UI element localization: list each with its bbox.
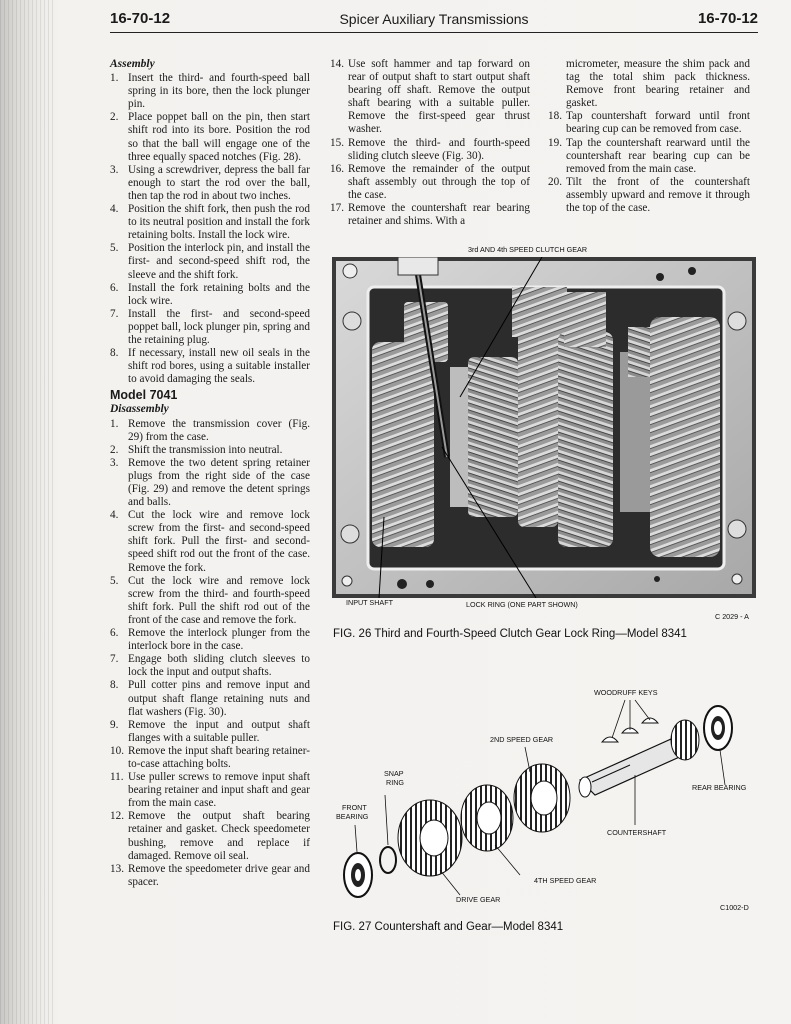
step-number: 1.: [110, 72, 119, 85]
fig27-label-snap: SNAP: [384, 769, 404, 778]
step-text: Pull cotter pins and remove input and output shaft flange retaining nuts and flat washers (Fig. 30).: [128, 679, 310, 718]
column-right: [548, 58, 750, 215]
step-number: 5.: [110, 242, 119, 255]
step-text: Use soft hammer and tap forward on rear of output shaft to start output shaft bearing off shaft. Remove the output shaft bearing with a suitable puller. Remove the first-speed gear thrust washer.: [348, 58, 530, 136]
step-text: Remove the remainder of the output shaft assembly out through the top of the case.: [348, 162, 530, 201]
step-item: [110, 347, 310, 386]
step-number: 3.: [110, 163, 119, 176]
step-item: [110, 679, 310, 718]
step-number: 13.: [110, 862, 124, 875]
step-number: 17.: [330, 202, 344, 215]
fig27-label-4th-speed-gear: 4TH SPEED GEAR: [534, 876, 597, 885]
step-item: [548, 176, 750, 215]
step-number: 6.: [110, 281, 119, 294]
step-item: [110, 308, 310, 347]
step-number: 18.: [548, 110, 562, 123]
step-item: [330, 202, 530, 228]
fig27-caption: FIG. 27 Countershaft and Gear—Model 8341: [333, 921, 564, 933]
page-number-right: 16-70-12: [697, 10, 758, 27]
fig26-code: C 2029 - A: [715, 612, 749, 621]
step-item: [110, 719, 310, 745]
step-text: Remove the third- and fourth-speed sliding clutch sleeve (Fig. 30).: [348, 136, 530, 162]
fig26-label-lock-ring: LOCK RING (ONE PART SHOWN): [466, 600, 578, 609]
step-text: If necessary, install new oil seals in the shift rod bores, using a suitable installer to avoid damaging the seals.: [128, 347, 310, 386]
step-text: Tilt the front of the countershaft assembly upward and remove it through the top of the case.: [566, 175, 750, 215]
step-number: 8.: [110, 679, 119, 692]
fig27-label-woodruff-keys: WOODRUFF KEYS: [594, 688, 658, 697]
step-item: [548, 110, 750, 136]
step-number: 7.: [110, 307, 119, 320]
model-heading: Model 7041: [110, 388, 178, 403]
step-item: [330, 58, 530, 137]
step-text: Remove the input and output shaft flanges with a suitable puller.: [128, 718, 310, 744]
step-item: [110, 575, 310, 627]
step-item: [110, 72, 310, 111]
fig27-label-drive-gear: DRIVE GEAR: [456, 895, 501, 904]
step-number: 3.: [110, 456, 119, 469]
fig27-label-front: FRONT: [342, 803, 367, 812]
step-text: Install the fork retaining bolts and the lock wire.: [128, 281, 310, 307]
step-text: Remove the countershaft rear bearing retainer and shims. With a: [348, 202, 530, 228]
step-number: 5.: [110, 574, 119, 587]
step-number: 20.: [548, 175, 562, 188]
step-item: [110, 418, 310, 444]
step-text: Cut the lock wire and remove lock screw from the first- and second-speed shift fork. Pull the first- and second-speed shift rod out the front of the case. Remove the fork.: [128, 509, 310, 574]
right-steps: [548, 110, 750, 215]
fig27-label-2nd-speed-gear: 2ND SPEED GEAR: [490, 735, 554, 744]
step-item: [548, 137, 750, 176]
middle-steps: [330, 58, 530, 228]
step-number: 9.: [110, 718, 119, 731]
step-number: 1.: [110, 417, 119, 430]
fig26-label-clutch-gear: 3rd AND 4th SPEED CLUTCH GEAR: [468, 245, 588, 254]
continuation-text: micrometer, measure the shim pack and tag the total shim pack thickness. Remove front bearing retainer and gasket.: [566, 58, 750, 110]
step-number: 2.: [110, 111, 119, 124]
step-item: [110, 771, 310, 810]
step-text: Remove the transmission cover (Fig. 29) from the case.: [128, 417, 310, 443]
step-item: [110, 242, 310, 281]
step-number: 4.: [110, 203, 119, 216]
step-number: 19.: [548, 136, 562, 149]
step-item: [110, 863, 310, 889]
step-item: [110, 653, 310, 679]
step-item: [110, 164, 310, 203]
step-number: 11.: [110, 771, 124, 784]
step-number: 14.: [330, 58, 344, 70]
step-text: Remove the interlock plunger from the interlock bore in the case.: [128, 627, 310, 653]
step-number: 16.: [330, 162, 344, 175]
step-text: Shift the transmission into neutral.: [128, 443, 283, 456]
step-text: Tap the countershaft rearward until the countershaft rear bearing cup can be removed from the main case.: [566, 136, 750, 175]
fig27-label-ring: RING: [386, 778, 404, 787]
step-number: 4.: [110, 509, 119, 522]
step-text: Using a screwdriver, depress the ball far enough to start the rod over the ball, then tap the rod in about two inches.: [128, 163, 310, 202]
page-number-left: 16-70-12: [110, 10, 171, 27]
step-text: Cut the lock wire and remove lock screw from the third- and fourth-speed shift fork. Pull the shift rod out of the front of the case and remove the fork.: [128, 574, 310, 626]
step-item: [110, 203, 310, 242]
step-item: [330, 163, 530, 202]
step-item: [110, 444, 310, 457]
step-text: Insert the third- and fourth-speed ball spring in its bore, then the lock plunger pin.: [128, 72, 310, 111]
step-item: [110, 111, 310, 163]
disassembly-heading: Disassembly: [110, 403, 169, 416]
step-number: 8.: [110, 347, 119, 360]
continuation-paragraph: [548, 58, 750, 110]
binding-spine: [0, 0, 55, 1024]
fig27-label-rear-bearing: REAR BEARING: [692, 783, 747, 792]
assembly-heading: Assembly: [110, 58, 155, 70]
step-item: [110, 745, 310, 771]
page-title: Spicer Auxiliary Transmissions: [339, 11, 529, 27]
assembly-steps: [110, 72, 310, 386]
step-item: [110, 509, 310, 574]
step-number: 12.: [110, 810, 124, 823]
step-text: Remove the two detent spring retainer plugs from the right side of the case (Fig. 29) and remove the detent springs and balls.: [128, 456, 310, 509]
page-header: [110, 10, 758, 33]
fig27-label-bearing: BEARING: [336, 812, 369, 821]
fig26-label-input-shaft: INPUT SHAFT: [346, 598, 393, 607]
step-number: 15.: [330, 136, 344, 149]
step-text: Use puller screws to remove input shaft bearing retainer and input shaft and gear from the main case.: [128, 771, 310, 810]
step-number: 10.: [110, 744, 124, 757]
step-number: 2.: [110, 443, 119, 456]
step-item: [110, 627, 310, 653]
step-text: Position the shift fork, then push the rod to its neutral position and install the fork retaining bolts. Install the lock wire.: [128, 203, 310, 242]
step-text: Install the first- and second-speed poppet ball, lock plunger pin, spring and the retaining plug.: [128, 307, 310, 346]
step-text: Tap countershaft forward until front bearing cup can be removed from case.: [566, 110, 750, 136]
fig27-label-countershaft: COUNTERSHAFT: [607, 828, 667, 837]
step-text: Position the interlock pin, and install the first- and second-speed shift rod, the sleeve and the shift fork.: [128, 242, 310, 281]
step-text: Engage both sliding clutch sleeves to lock the input and output shafts.: [128, 653, 310, 679]
step-text: Remove the input shaft bearing retainer-to-case attaching bolts.: [128, 744, 310, 770]
step-item: [330, 137, 530, 163]
step-text: Remove the speedometer drive gear and spacer.: [128, 862, 310, 888]
fig27-countershaft-diagram: [330, 690, 760, 905]
step-text: Place poppet ball on the pin, then start shift rod into its bore. Position the rod so that the ball will engage one of the three equally spaced notches (Fig. 28).: [128, 111, 310, 163]
fig27-code: C1002-D: [720, 903, 749, 912]
step-number: 6.: [110, 627, 119, 640]
step-text: Remove the output shaft bearing retainer and gasket. Check speedometer bushing, remove and replace if damaged. Remove oil seal.: [128, 810, 310, 862]
fig26-caption: FIG. 26 Third and Fourth-Speed Clutch Gear Lock Ring—Model 8341: [333, 628, 687, 640]
column-middle: [330, 58, 530, 228]
step-item: [110, 810, 310, 862]
fig26-gear-photo: [332, 257, 756, 598]
step-item: [110, 457, 310, 509]
step-number: 7.: [110, 653, 119, 666]
step-item: [110, 282, 310, 308]
disassembly-steps: [110, 418, 310, 889]
column-left: [110, 58, 310, 889]
